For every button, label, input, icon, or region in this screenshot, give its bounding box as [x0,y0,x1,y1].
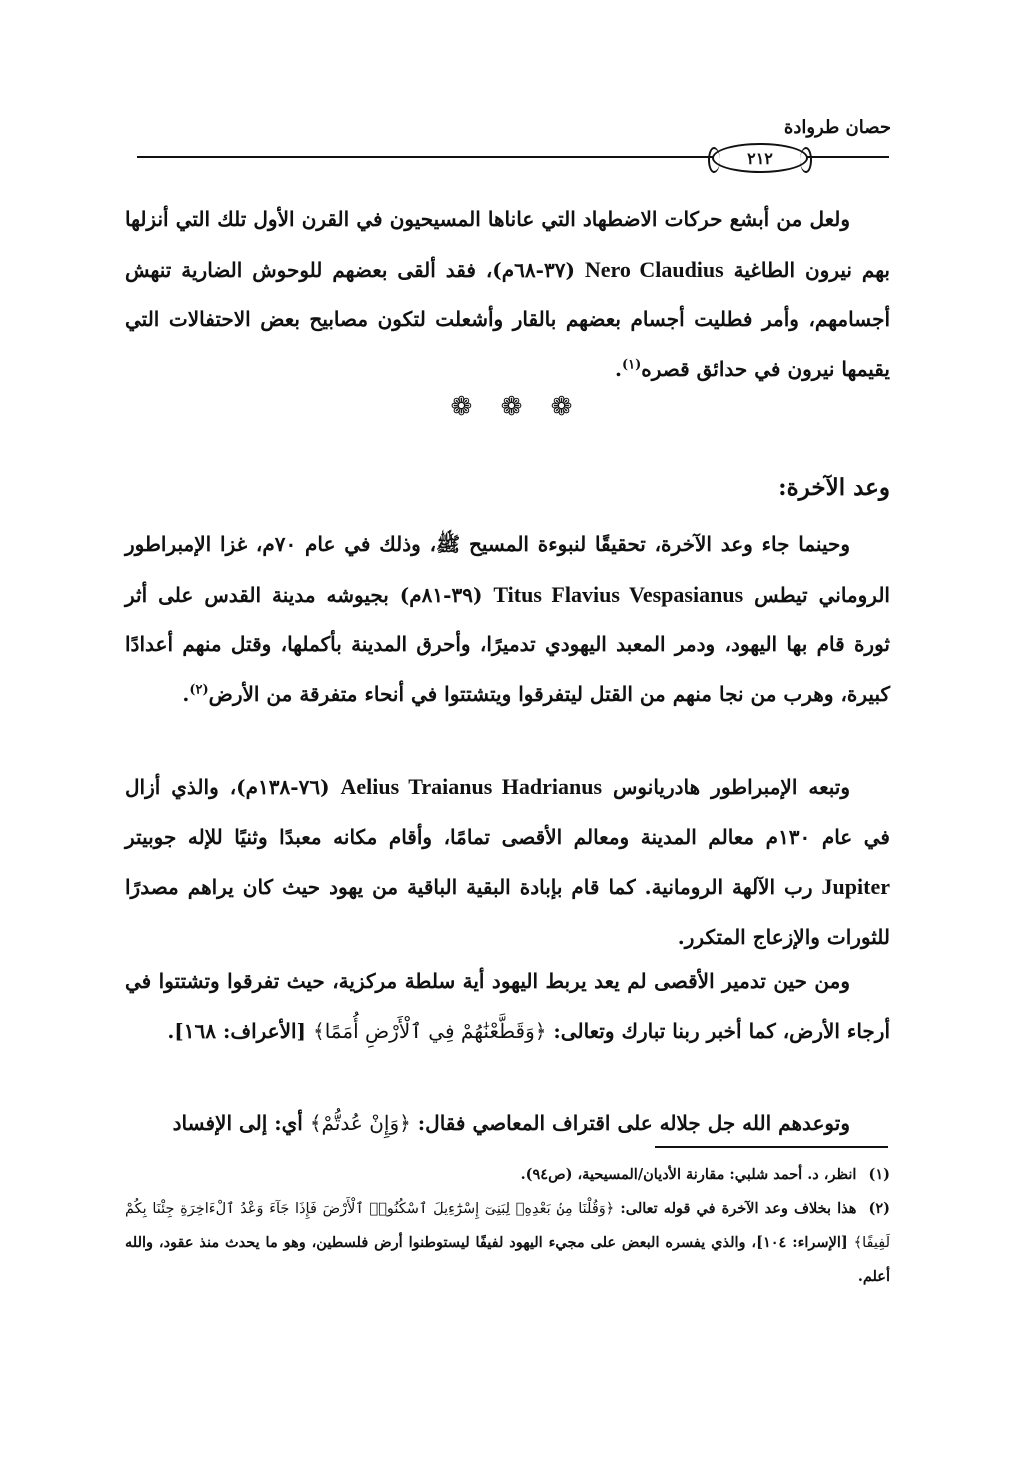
footnote-text: انظر، د. أحمد شلبي: مقارنة الأديان/المسيحية، (ص٩٤). [520,1166,857,1183]
quran-quote: ﴿وَقُلْنَا مِنۢ بَعْدِهِۦ لِبَنِىٓ إِسْرَٰٓءِيلَ ٱسْكُنُوا۟ ٱلْأَرْضَ فَإِذَا جَآءَ وَعْدُ ٱلْءَاخِرَةِ جِئْنَا بِكُمْ لَفِيفًا﴾ [125,1201,890,1251]
para2-text-c: . [182,681,190,706]
latin-name-hadrian: Aelius Traianus Hadrianus [340,774,603,799]
para3-text-c: رب الآلهة الرومانية. كما قام بإبادة البقية الباقية من يهود حيث كان يراهم مصدرًا للثورات والإزعاج المتكرر. [125,875,890,949]
quran-quote: ﴿وَإِنْ عُدتُّمْ﴾ [309,1111,411,1135]
paragraph-titus [125,520,890,719]
para3-text-a: وتبعه الإمبراطور هادريانوس [602,775,850,799]
para2-text-b: (٣٩-٨١م) بجيوشه مدينة القدس على أثر ثورة قام بها اليهود، ودمر المعبد اليهودي تدميرًا، وأحرق المدينة بأكملها، وقتل منهم أعدادًا كبيرة، وهرب من نجا منهم من القتل ليتفرقوا ويتشتتوا في أنحاء متفرقة من الأرض [125,582,890,706]
footnote-text-b: [الإسراء: ١٠٤]، والذي يفسره البعض على مجيء اليهود لفيفًا ليستوطنوا أرض فلسطين، وهو ما يحدث منذ عقود، والله أعلم. [125,1234,890,1285]
footnote-2 [125,1192,890,1294]
footnote-rule [655,1146,888,1148]
running-header-title: حصان طروادة [783,117,891,138]
para4-citation: [الأعراف: ١٦٨]. [167,1018,313,1043]
para3-text-b: (٧٦-١٣٨م)، والذي أزال في عام ١٣٠م معالم المدينة ومعالم الأقصى تمامًا، وأقام مكانه معبدًا وثنيًا للإله جوبيتر [125,775,890,849]
latin-name-jupiter: Jupiter [821,874,890,899]
latin-name-titus: Titus Flavius Vespasianus [493,581,744,607]
footnote-ref-1[interactable]: (١) [621,356,642,372]
footnote-number: (٢) [868,1200,890,1217]
section-heading: وعد الآخرة: [778,474,890,501]
page-number-badge [712,143,808,173]
latin-name-nero: Nero Claudius [584,256,724,282]
footnote-text-a: هذا بخلاف وعد الآخرة في قوله تعالى: [614,1200,857,1217]
para5-text-a: وتوعدهم الله جل جلاله على اقتراف المعاصي فقال: [410,1111,850,1135]
page-number: ٢١٢ [747,148,773,168]
quran-quote: ﴿وَقَطَّعْنَٰهُمْ فِي ٱلْأَرْضِ أُمَمًا﴾ [312,1018,547,1043]
paragraph-hadrian [125,762,890,962]
paragraph-dispersion [125,957,890,1056]
section-separator-ornament: ❁ ❁ ❁ [450,392,583,422]
para1-text-a: ولعل من أبشع حركات الاضطهاد التي عاناها المسيحيون في القرن الأول تلك التي أنزلها بهم نيرون الطاغية [125,207,890,282]
para1-text-c: . [614,356,622,381]
paragraph-warning [125,1099,890,1149]
para5-text-b: أي: إلى الإفساد [172,1111,310,1135]
footnote-number: (١) [868,1166,890,1183]
para1-text-b: (٣٧-٦٨م)، فقد ألقى بعضهم للوحوش الضارية تنهش أجسامهم، وأمر فطليت أجسام بعضهم بالقار وأشعلت لتكون مصابيح بعض الاحتفالات التي يقيمها نيرون في حدائق قصره [125,257,890,381]
para4-text-a: ومن حين تدمير الأقصى لم يعد يربط اليهود أية سلطة مركزية، حيث تفرقوا وتشتتوا في أرجاء الأرض، كما أخبر ربنا تبارك وتعالى: [125,969,890,1043]
para2-text-a: وحينما جاء وعد الآخرة، تحقيقًا لنبوءة المسيح ﷺ، وذلك في عام ٧٠م، غزا الإمبراطور الروماني تيطس [125,532,890,607]
footnote-1 [125,1158,890,1192]
footnotes [125,1158,890,1294]
paragraph-persecution [125,195,890,394]
footnote-ref-2[interactable]: (٢) [189,681,209,697]
